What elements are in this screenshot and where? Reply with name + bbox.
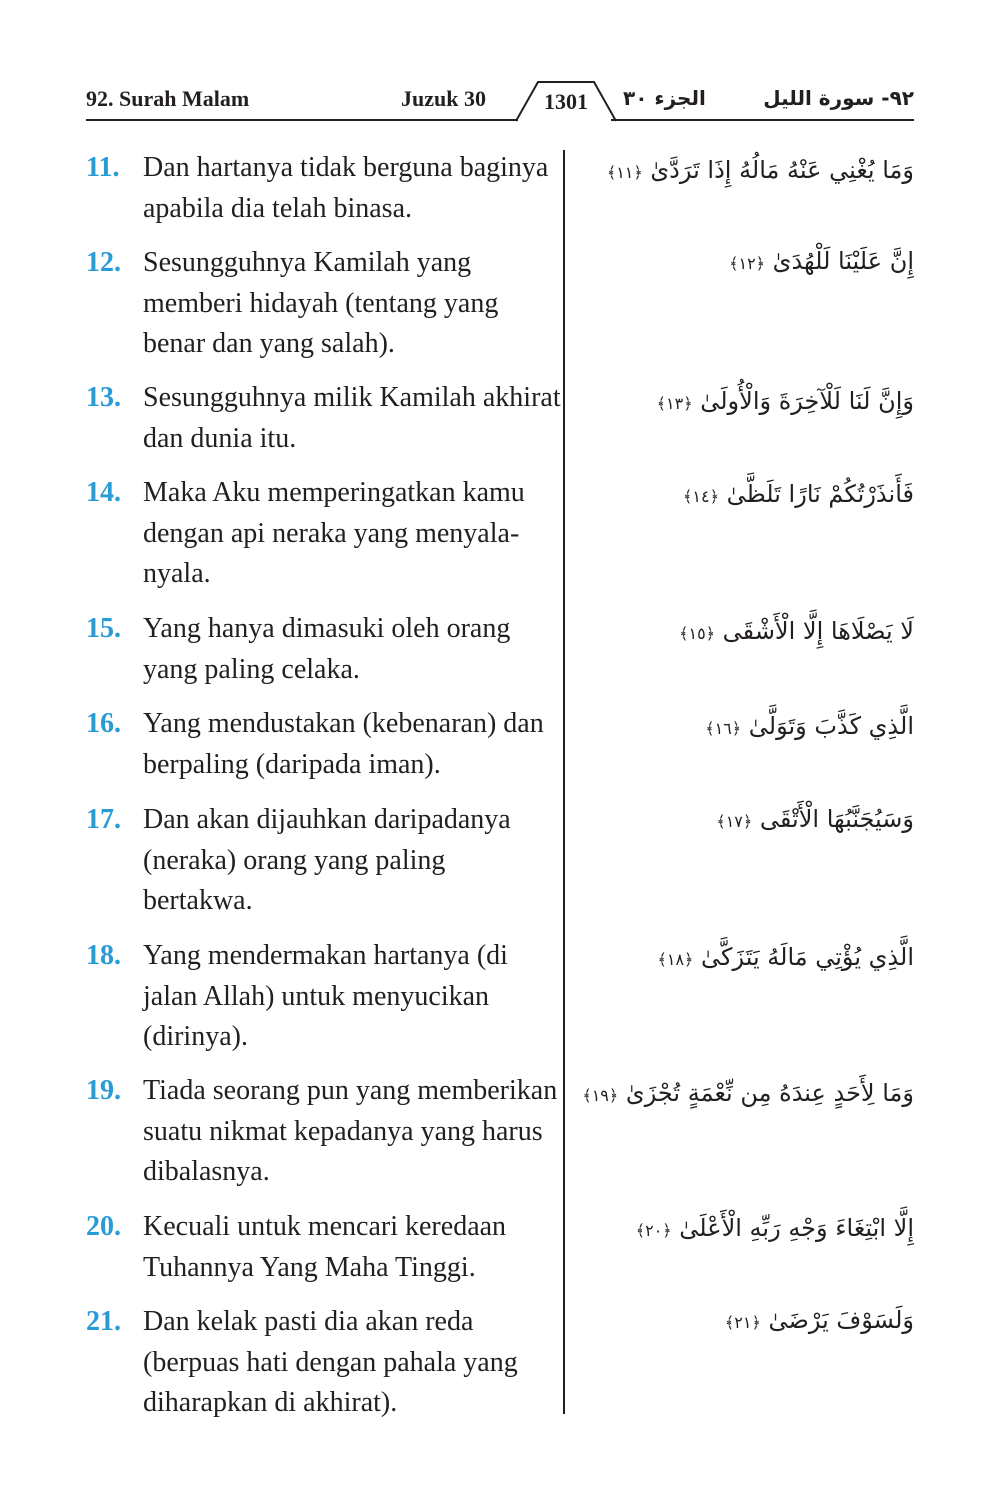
arabic-text: وَمَا يُغْنِي عَنْهُ مَالُهُ إِذَا تَرَدَّىٰ <box>650 156 914 184</box>
verse-number: 13. <box>86 382 121 413</box>
verse-translation: Sesungguhnya milik Kamilah akhirat dan dunia itu. <box>143 382 561 454</box>
ayah-number-mark: ﴿١١﴾ <box>606 163 643 182</box>
verse-arabic <box>584 241 914 284</box>
arabic-text: وَمَا لِأَحَدٍ عِندَهُ مِن نِّعْمَةٍ تُجْزَىٰ <box>625 1079 914 1107</box>
verse-translation: Yang hanya dimasuki oleh orang yang paling celaka. <box>143 613 511 685</box>
header-rule-right <box>611 119 914 121</box>
verse-number: 15. <box>86 613 121 644</box>
arabic-text: وَلَسَوْفَ يَرْضَىٰ <box>768 1306 914 1334</box>
verse-number: 21. <box>86 1306 121 1337</box>
page-number: 1301 <box>544 89 588 114</box>
verse-arabic <box>584 1073 914 1116</box>
verse-number: 18. <box>86 940 121 971</box>
ayah-number-mark: ﴿١٦﴾ <box>705 719 742 738</box>
page-header <box>86 80 914 122</box>
ayah-number-mark: ﴿٢١﴾ <box>724 1313 761 1332</box>
verse-arabic <box>584 1208 914 1251</box>
verse-number: 11. <box>86 152 120 183</box>
ayah-number-mark: ﴿٢٠﴾ <box>635 1221 672 1240</box>
arabic-text: الَّذِي كَذَّبَ وَتَوَلَّىٰ <box>748 712 914 740</box>
ayah-number-mark: ﴿١٨﴾ <box>657 950 694 969</box>
surah-title-arabic: ٩٢- سورة الليل <box>763 86 914 110</box>
surah-title: 92. Surah Malam <box>86 86 250 111</box>
ayah-number-mark: ﴿١٧﴾ <box>716 812 753 831</box>
arabic-text: فَأَنذَرْتُكُمْ نَارًا تَلَظَّىٰ <box>726 480 914 508</box>
verse-translation: Maka Aku memperingatkan kamu dengan api neraka yang menyala-nyala. <box>143 477 525 589</box>
arabic-text: إِنَّ عَلَيْنَا لَلْهُدَىٰ <box>772 247 914 275</box>
verse-arabic <box>584 474 914 517</box>
verse-number: 16. <box>86 708 121 739</box>
verse-translation: Yang mendustakan (kebenaran) dan berpaling (daripada iman). <box>143 708 544 780</box>
juzuk-label: Juzuk 30 <box>401 86 486 111</box>
ayah-number-mark: ﴿١٣﴾ <box>656 394 693 413</box>
arabic-text: لَا يَصْلَاهَا إِلَّا الْأَشْقَى <box>722 617 914 645</box>
verse-translation: Dan hartanya tidak berguna baginya apabila dia telah binasa. <box>143 152 549 224</box>
arabic-text: إِلَّا ابْتِغَاءَ وَجْهِ رَبِّهِ الْأَعْلَىٰ <box>679 1214 914 1242</box>
arabic-text: الَّذِي يُؤْتِي مَالَهُ يَتَزَكَّىٰ <box>701 943 914 971</box>
verse-arabic <box>584 150 914 193</box>
column-divider <box>563 150 565 1414</box>
verse-arabic <box>584 706 914 749</box>
arabic-text: وَسَيُجَنَّبُهَا الْأَتْقَى <box>759 805 914 833</box>
verse-number: 12. <box>86 247 121 278</box>
verse-translation: Kecuali untuk mencari keredaan Tuhannya Yang Maha Tinggi. <box>143 1211 507 1283</box>
verse-arabic <box>584 799 914 842</box>
verse-translation: Dan akan dijauhkan daripadanya (neraka) orang yang paling bertakwa. <box>143 804 511 916</box>
verse-translation: Sesungguhnya Kamilah yang memberi hidayah (tentang yang benar dan yang salah). <box>143 247 499 359</box>
verse-translation: Yang mendermakan hartanya (di jalan Allah) untuk menyucikan (dirinya). <box>143 940 508 1052</box>
verse-arabic <box>584 611 914 654</box>
verse-arabic <box>584 937 914 980</box>
verse-arabic <box>584 381 914 424</box>
ayah-number-mark: ﴿١٤﴾ <box>683 487 719 506</box>
verse-number: 20. <box>86 1211 121 1242</box>
verse-translation: Dan kelak pasti dia akan reda (berpuas hati dengan pahala yang diharapkan di akhirat). <box>143 1306 518 1418</box>
header-rule-left <box>86 119 518 121</box>
verse-arabic <box>584 1300 914 1343</box>
verse-translation: Tiada seorang pun yang memberikan suatu nikmat kepadanya yang harus dibalasnya. <box>143 1075 558 1187</box>
ayah-number-mark: ﴿١٥﴾ <box>679 624 716 643</box>
verse-number: 17. <box>86 804 121 835</box>
arabic-text: وَإِنَّ لَنَا لَلْآخِرَةَ وَالْأُولَىٰ <box>700 387 914 415</box>
ayah-number-mark: ﴿١٩﴾ <box>582 1086 619 1105</box>
ayah-number-mark: ﴿١٢﴾ <box>729 254 766 273</box>
juz-arabic: الجزء ٣٠ <box>623 86 706 110</box>
verse-number: 14. <box>86 477 121 508</box>
verse-number: 19. <box>86 1075 121 1106</box>
